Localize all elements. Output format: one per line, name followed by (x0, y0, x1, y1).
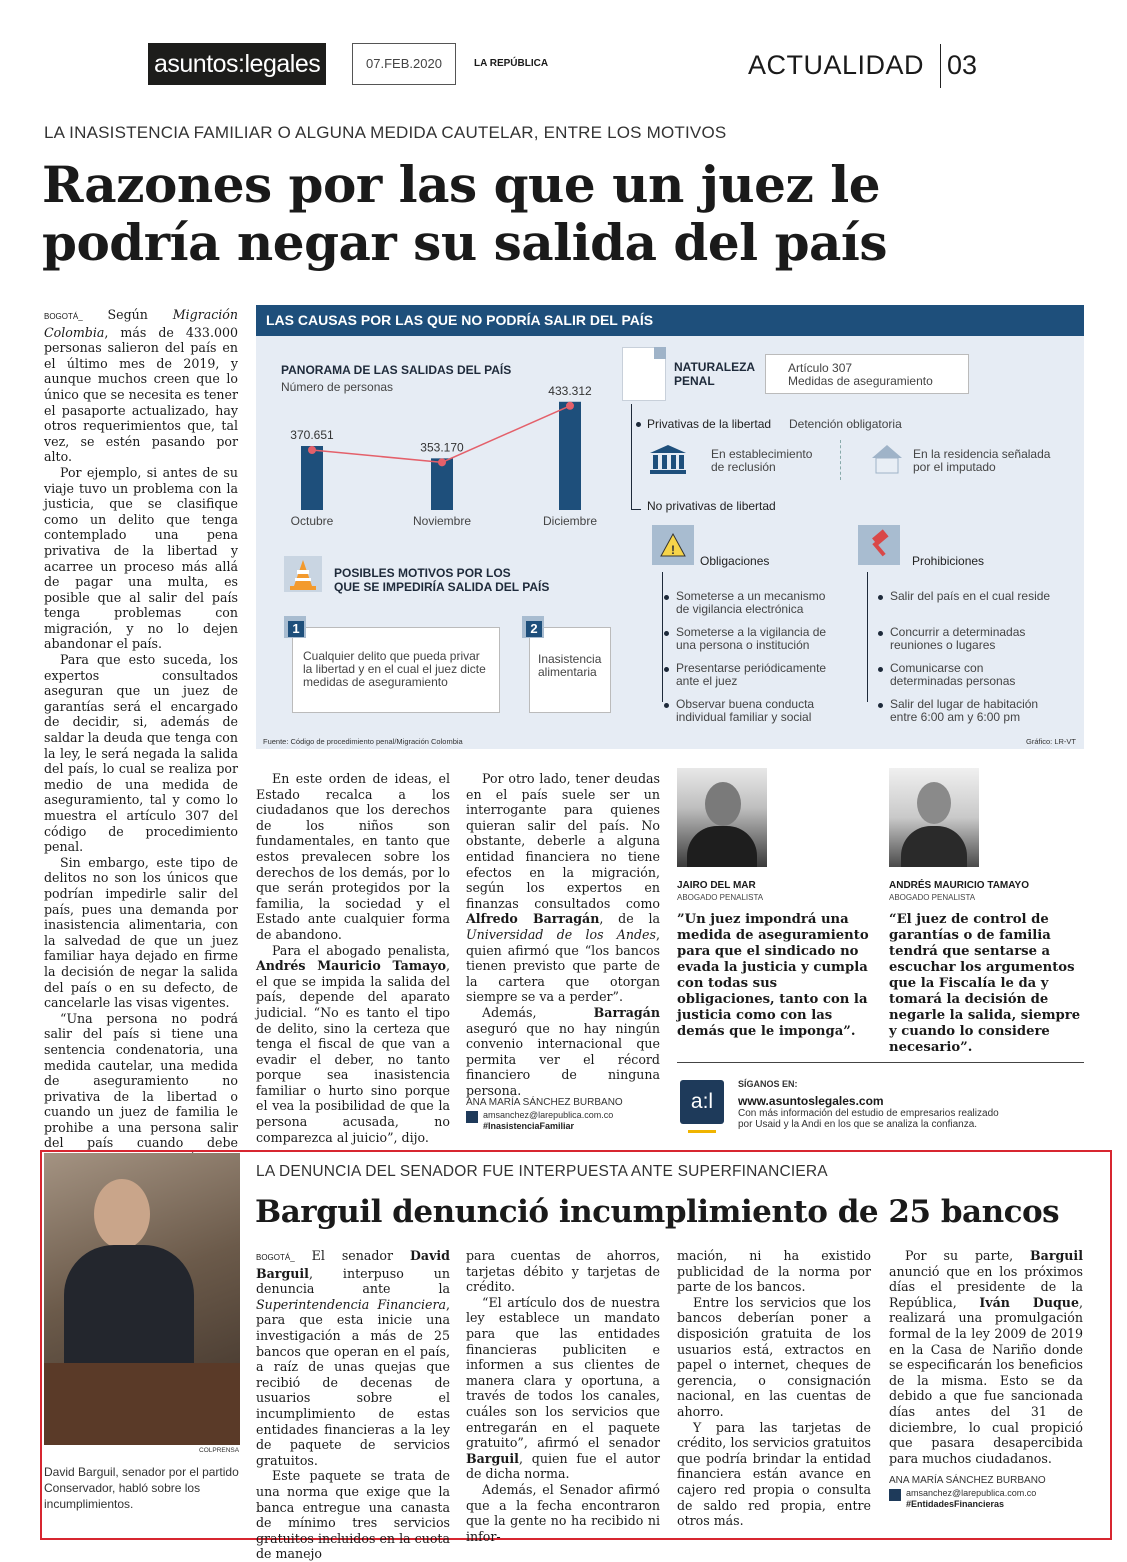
text: de vigilancia electrónica (676, 602, 804, 616)
headline-line-1: Razones por las que un juez le (42, 155, 881, 214)
text: Inasistencia (538, 652, 602, 666)
text: POSIBLES MOTIVOS POR LOS (334, 566, 511, 580)
text-italic: Superintendencia Financiera (256, 1296, 446, 1312)
motivo-1-number: 1 (288, 621, 304, 637)
article-column-2 (256, 771, 450, 1145)
text-bold: Barguil (1030, 1248, 1083, 1263)
text-bold: Iván Duque (979, 1294, 1079, 1310)
promo-text (738, 1108, 999, 1130)
bar-octubre (301, 446, 323, 510)
text: El senador (294, 1248, 410, 1263)
text: alimentaria (538, 665, 597, 679)
tree-line (631, 404, 632, 510)
text-bold: Barragán (593, 1004, 660, 1020)
exits-bar-chart (270, 360, 620, 540)
quote-2-name: ANDRÉS MAURICIO TAMAYO (889, 880, 1030, 891)
text: Someterse a un mecanismo (676, 589, 826, 603)
text: , el que se impida la salida del país, depende del aparato judicial. “No es tanto el tipo de delito, sino la certeza que tenga el fiscal de que van a evadir el deber, no tanto porque sea inasistencia familiar o hurto sino porque el vea la posibilidad de que la persona acusada, no comparezca al juicio”, dijo. (256, 958, 450, 1145)
second-kicker: LA DENUNCIA DEL SENADOR FUE INTERPUESTA ANTE SUPERFINANCIERA (256, 1163, 828, 1180)
list-item (676, 698, 814, 724)
tree-line (867, 572, 868, 702)
residencia-label (913, 448, 1050, 474)
issue-date: 07.FEB.2020 (352, 43, 456, 85)
gavel-icon (858, 525, 900, 565)
text: Salir del país en el cual reside (890, 589, 1051, 603)
privativas-label: Privativas de la libertad (647, 417, 772, 431)
jairo-del-mar-photo (677, 768, 767, 867)
paragraph: para cuentas de ahorros, tarjetas débito y tarjetas de crédito. (466, 1248, 660, 1295)
text: Concurrir a determinadas (890, 625, 1026, 639)
text-italic: Migración Colombia (44, 307, 238, 340)
quote-2-text: “El juez de control de garantías o de familia tendrá que sentarse a escuchar los argumentos que la Fiscalía le da y tomará la decisión de negarle la salida, siempre y cuando lo considere necesario”. (889, 912, 1081, 1055)
infographic-title: LAS CAUSAS POR LAS QUE NO PODRÍA SALIR DEL PAÍS (256, 305, 1084, 336)
brand-logo: asuntos:legales (148, 43, 326, 85)
dateline: BOGOTÁ_ (44, 312, 83, 321)
chart-title: PANORAMA DE LAS SALIDAS DEL PAÍS (281, 363, 512, 377)
publication-name: LA REPÚBLICA (474, 58, 549, 69)
list-item (890, 698, 1038, 724)
article-hashtag[interactable]: #EntidadesFinancieras (906, 1499, 1005, 1509)
infographic-source: Fuente: Código de procedimiento penal/Migración Colombia (263, 737, 463, 746)
asuntos-legales-logo: a:l (680, 1080, 724, 1124)
quote-1-text: ”Un juez impondrá una medida de aseguramiento para que el sindicado no evada la justicia y cumpla con todas sus obligaciones, tanto con la justicia como con las demás que le imponga”. (677, 912, 869, 1039)
text-bold: Barguil (466, 1450, 519, 1466)
paragraph: Este paquete se trata de una norma que exige que la banca entregue una canasta de mínimo tres servicios gratuitos incluidos en la cuota de manejo (256, 1468, 450, 1562)
text: Además, (482, 1004, 594, 1020)
paragraph: Además, el Senador afirmó que a la fecha encontraron que la gente no ha recibido ni infor- (466, 1481, 660, 1544)
chart-subtitle: Número de personas (281, 380, 394, 394)
category-label: Noviembre (412, 514, 472, 528)
text-bold: David Barguil (256, 1248, 450, 1281)
text: por el imputado (913, 460, 996, 474)
bullet (878, 703, 883, 708)
text: Comunicarse con (890, 661, 984, 675)
category-label: Octubre (290, 514, 334, 528)
andres-tamayo-photo (889, 768, 979, 867)
text: la libertad y en el cual el juez dicte (303, 662, 486, 676)
paragraph (889, 1248, 1083, 1466)
section-name: ACTUALIDAD (748, 50, 925, 80)
paragraph: Y para las tarjetas de crédito, los servicios gratuitos que podría brindar la entidad financiera están avance en cajero red propia o consulta de saldo red propia, entre otros más. (677, 1419, 871, 1529)
prohibiciones-title: Prohibiciones (912, 554, 985, 568)
text: PENAL (674, 374, 715, 388)
text: Presentarse periódicamente (676, 661, 827, 675)
bullet (878, 667, 883, 672)
quote-2-role: ABOGADO PENALISTA (889, 893, 976, 902)
list-item (676, 626, 826, 652)
text: Cualquier delito que pueda privar (303, 649, 480, 663)
bullet (664, 703, 669, 708)
list-item (676, 590, 825, 616)
byline: ANA MARÍA SÁNCHEZ BURBANO (466, 1097, 623, 1108)
paragraph (466, 1005, 660, 1099)
text: Medidas de aseguramiento (788, 374, 933, 388)
motivo-2-text (538, 653, 601, 679)
page-number: 03 (947, 50, 978, 80)
text: aseguró que no hay ningún convenio internacional que permita ver el récord financiero de ninguna persona. (466, 1020, 660, 1098)
paragraph: mación, ni ha existido publicidad de la norma por parte de los bancos. (677, 1248, 871, 1295)
text: de reclusión (711, 460, 776, 474)
text: , interpuso un denuncia ante la (256, 1265, 450, 1297)
text: Por su parte, (905, 1248, 1031, 1263)
text: determinadas personas (890, 674, 1016, 688)
text: , quien afirmó que “los bancos tienen previsto que parte de la cartera que otorgan siempre se va a perder”. (466, 926, 660, 1005)
text: En la residencia señalada (913, 447, 1051, 461)
text: , quien fue el autor de dicha norma. (466, 1450, 660, 1482)
second-headline: Barguil denunció incumplimiento de 25 bancos (255, 1194, 1060, 1230)
obligaciones-title: Obligaciones (700, 554, 770, 568)
text: Someterse a la vigilancia de (676, 625, 827, 639)
text: individual familiar y social (676, 710, 812, 724)
author-email[interactable]: amsanchez@larepublica.com.co (906, 1488, 1037, 1498)
second-column-1 (256, 1248, 450, 1562)
photo-credit: COLPRENSA (199, 1447, 240, 1454)
text: por Usaid y la Andi en los que se analiza la confianza. (738, 1119, 978, 1130)
trend-point (308, 446, 316, 454)
paragraph: En este orden de ideas, el Estado recalca a los ciudadanos que los derechos de los niños son fundamentales, en tanto que estos prevalecen sobre los derechos de los demás, por lo que serán protegidos por la familia, la sociedad y el Estado ante cualquier forma de abandono. (256, 771, 450, 942)
text: Por otro lado, tener deudas en el país suele ser un interrogante para quienes quieran salir del país. No obstante, deberle a alguna entidad financiera no tiene efectos en la migración, según los expertos en finanzas consultados como (466, 771, 660, 911)
text: , de la (599, 911, 660, 927)
text: Para el abogado penalista, (272, 942, 450, 958)
email-icon (466, 1111, 478, 1123)
text: , realizará una promulgación formal de la ley 2009 de 2019 en la Casa de Nariño donde se especificarán los beneficios de la misma. Esto se da debido a que fue sancionada días antes del 31 de diciembre, lo cual propició que pasara desapercibida para muchos ciudadanos. (889, 1294, 1083, 1466)
text: QUE SE IMPEDIRÍA SALIDA DEL PAÍS (334, 580, 550, 594)
article-hashtag[interactable]: #InasistenciaFamiliar (483, 1121, 575, 1131)
list-item (890, 662, 1015, 688)
bullet (636, 422, 641, 427)
text-italic: Universidad de los Andes (466, 926, 656, 942)
establecimiento-label (711, 448, 812, 474)
motivo-1-text (303, 650, 486, 689)
second-column-2 (466, 1248, 660, 1544)
value-label: 433.312 (548, 383, 592, 398)
photo-caption: David Barguil, senador por el partido Conservador, habló sobre los incumplimientos. (44, 1465, 239, 1511)
text: Observar buena conducta (676, 697, 815, 711)
article-headline (42, 156, 1082, 272)
bullet (664, 595, 669, 600)
article-kicker: LA INASISTENCIA FAMILIAR O ALGUNA MEDIDA CAUTELAR, ENTRE LOS MOTIVOS (44, 123, 727, 142)
bullet (878, 631, 883, 636)
quote-1-name: JAIRO DEL MAR (677, 880, 756, 891)
value-label: 353.170 (420, 440, 464, 455)
paragraph: Para que esto suceda, los expertos consultados aseguran que un juez de garantías será el encargado de decidir, si, además de saldar la deuda que tenga con la ley, le será negada la salida del país, lo cual se realiza por medio de una medida de aseguramiento, tal y como lo muestra el artículo 307 del código de procedimiento penal. (44, 652, 238, 855)
list-item (676, 662, 826, 688)
courthouse-icon (648, 443, 688, 475)
divider (840, 440, 841, 480)
paragraph (256, 943, 450, 1146)
house-icon (870, 443, 904, 475)
dateline: BOGOTÁ_ (256, 1253, 295, 1262)
text: NATURALEZA (674, 360, 756, 374)
list-item (890, 626, 1025, 652)
header-divider (940, 44, 941, 88)
text: Según (82, 307, 173, 322)
article-column-1 (44, 307, 238, 1151)
tree-line (662, 572, 663, 702)
privativas-sub: Detención obligatoria (789, 417, 902, 431)
text-bold: Andrés Mauricio Tamayo (256, 958, 446, 974)
author-email[interactable]: amsanchez@larepublica.com.co (483, 1110, 614, 1120)
divider (677, 1062, 1084, 1063)
paragraph (466, 1295, 660, 1482)
quote-1-role: ABOGADO PENALISTA (677, 893, 764, 902)
naturaleza-title (674, 360, 755, 388)
text: “Una persona no podrá salir del país si tiene una sentencia condenatoria, una medida cautelar, una medida de aseguramiento no privativa de la libertad o cuando un juez de familia le prohibe a una persona salir del país cuando debe (44, 1010, 238, 1151)
byline: ANA MARÍA SÁNCHEZ BURBANO (889, 1475, 1046, 1486)
email-icon (889, 1489, 901, 1501)
text-bold: Alfredo Barragán (466, 911, 600, 927)
text: Salir del lugar de habitación (890, 697, 1039, 711)
bullet (664, 667, 669, 672)
list-item (890, 590, 1050, 603)
text: Artículo 307 (788, 361, 853, 375)
bullet (664, 631, 669, 636)
trend-point (438, 458, 446, 466)
text: ante el juez (676, 674, 738, 688)
warning-icon (652, 525, 694, 565)
paragraph: Entre los servicios que los bancos deberían poner a disposición gratuita de los usuarios está, extractos en papel o internet, cheques de gerencia, o consignación nacional, en las cuentas de ahorro. (677, 1294, 871, 1419)
trend-point (566, 402, 574, 410)
text: entre 6:00 am y 6:00 pm (890, 710, 1021, 724)
traffic-cone-icon (284, 556, 322, 592)
value-label: 370.651 (290, 428, 334, 443)
tree-branch (631, 509, 641, 510)
text: reuniones o lugares (890, 638, 996, 652)
bar-diciembre (559, 402, 581, 510)
text: anunció que en los próximos días el presidente de la República, (889, 1263, 1083, 1310)
infographic-credit: Gráfico: LR-VT (1026, 737, 1077, 746)
text: medidas de aseguramiento (303, 675, 448, 689)
motivo-2-number: 2 (526, 621, 542, 637)
text: , más de 433.000 personas salieron del país en el último mes de 2019, y aunque muchos creen que lo único que se necesita es tener el pasaporte actualizado, hay otros requerimientos que, tal vez, se estén pasando por alto. (44, 324, 238, 465)
motivos-title (334, 566, 549, 594)
text: Con más información del estudio de empresarios realizado (738, 1108, 999, 1119)
text: una persona o institución (676, 638, 810, 652)
barguil-photo (44, 1153, 240, 1445)
second-column-3 (677, 1248, 871, 1528)
paragraph: Por ejemplo, si antes de su viaje tuvo un problema con la justicia, que se clasifique como un delito que tenga contemplado una pena privativa de la libertad y acarree un proceso más allá de pagar una multa, es posible que al salir del país tenga problemas con migración, y no lo dejen abandonar el país. (44, 464, 238, 652)
no-privativas-label: No privativas de libertad (647, 499, 776, 513)
category-label: Diciembre (542, 514, 598, 528)
siganos-label: SÍGANOS EN: (738, 1079, 798, 1089)
logo-accent (688, 1130, 716, 1133)
promo-url[interactable]: www.asuntoslegales.com (738, 1094, 884, 1108)
articulo-box (765, 354, 969, 394)
svg-text:!: ! (671, 543, 675, 557)
document-icon (622, 347, 666, 401)
second-column-4 (889, 1248, 1083, 1464)
bullet (878, 595, 883, 600)
paragraph (466, 771, 660, 1005)
text: En establecimiento (711, 447, 813, 461)
paragraph: Sin embargo, este tipo de delitos no son los únicos que podrían impedirle salir del país, pues una demanda por inasistencia alimentaria, con la salvedad de que un juez familiar haya dejado en firme la decisión de negar la salida del país o en su defecto, de cancelarle las visas vigentes. (44, 854, 238, 1011)
article-column-3 (466, 771, 660, 1098)
text: , para que esta inicie una investigación a más de 25 bancos que operan en el país, a raíz de unas quejas que recibió de decenas de usuarios sobre el incumplimiento de estas entidades financieras a la ley de paquete de servicios gratuitos. (256, 1296, 450, 1468)
headline-line-2: podría negar su salida del país (42, 213, 888, 272)
text: “El artículo dos de nuestra ley establece un mandato para que las entidades financieras publiciten e informen a sus clientes de manera clara y oportuna, a través de todos los canales, cuáles son los servicios que entregarán en el paquete gratuito”, afirmó el senador (466, 1294, 660, 1451)
